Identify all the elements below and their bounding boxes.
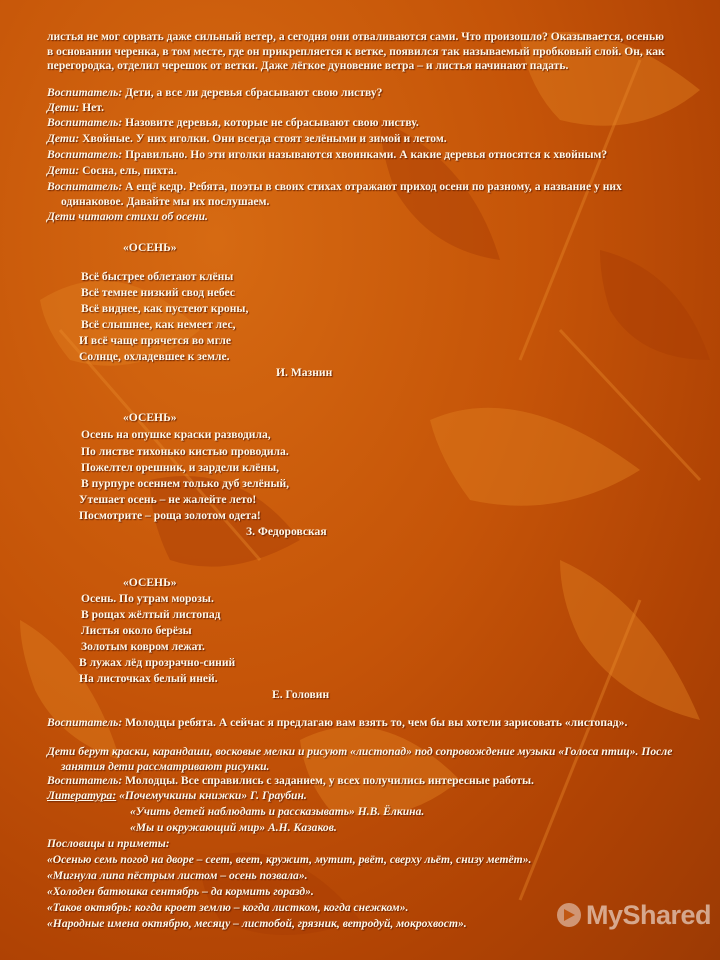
poem-1-line: Всё темнее низкий свод небес <box>81 286 235 299</box>
poem-2-line: Утешает осень – не жалейте лето! <box>79 493 257 506</box>
intro-paragraph: листья не мог сорвать даже сильный ветер, а сегодня они отваливаются сами. Что произошло? Оказывается, осенью в основании черенка, в том месте, где он прикрепляется к ветке, появился так называемый пробковый слой. Он, как перегородка, отделил черешок от ветки. Даже лёгкое дуновение ветра – и листья начинают падать. <box>47 30 665 73</box>
poem-3-line: В рощах жёлтый листопад <box>81 608 221 621</box>
poem-1-line: Всё быстрее облетают клёны <box>81 270 234 283</box>
poem-1-author: И. Мазнин <box>276 366 333 379</box>
poem-2-line: Посмотрите – роща золотом одета! <box>79 509 261 522</box>
poem-1-line: Солнце, охладевшее к земле. <box>79 350 230 363</box>
literature-item: «Мы и окружающий мир» А.Н. Казаков. <box>130 821 337 834</box>
myshared-watermark <box>556 899 712 935</box>
poem-2-line: Осень на опушке краски разводила, <box>81 428 271 441</box>
poem-2-author: З. Федоровская <box>246 525 327 538</box>
literature-item: «Учить детей наблюдать и рассказывать» Н.В. Ёлкина. <box>130 805 425 818</box>
poem-2-line: Пожелтел орешник, и зардели клёны, <box>81 461 280 474</box>
poem-2-title: «ОСЕНЬ» <box>123 411 177 424</box>
dialog-line-4: Дети: Хвойные. У них иголки. Они всегда стоят зелёными и зимой и летом. <box>47 132 447 145</box>
poem-1-line: И всё чаще прячется во мгле <box>79 334 232 347</box>
poem-1-title: «ОСЕНЬ» <box>123 241 177 254</box>
proverb-item: «Холоден батюшка сентябрь – да кормить горазд». <box>47 885 314 898</box>
poem-3-line: Листья около берёзы <box>81 624 192 637</box>
poem-3-line: На листочках белый иней. <box>79 672 218 685</box>
myshared-logo-icon <box>556 902 582 928</box>
poem-3-line: Золотым ковром лежат. <box>81 640 205 653</box>
dialog-line-1: Воспитатель: Дети, а все ли деревья сбрасывают свою листву? <box>47 86 383 99</box>
closing-teacher-1: Воспитатель: Молодцы ребята. А сейчас я предлагаю вам взять то, чем бы вы хотели зарисовать «листопад». <box>47 716 628 729</box>
dialog-line-2: Дети: Нет. <box>47 101 105 114</box>
literature-label: Литература: <box>47 789 117 802</box>
poem-2-line: В пурпуре осеннем только дуб зелёный, <box>81 477 290 490</box>
poem-3-line: В лужах лёд прозрачно-синий <box>79 656 236 669</box>
proverb-item: «Таков октябрь: когда кроет землю – когда листком, когда снежком». <box>47 901 409 914</box>
poem-3-title: «ОСЕНЬ» <box>123 576 177 589</box>
poem-2-line: По листве тихонько кистью проводила. <box>81 445 289 458</box>
dialog-line-6: Дети: Сосна, ель, пихта. <box>47 164 177 177</box>
closing-teacher-2: Воспитатель: Молодцы. Все справились с заданием, у всех получились интересные работы. <box>47 774 534 787</box>
dialog-line-3: Воспитатель: Назовите деревья, которые не сбрасывают свою листву. <box>47 116 419 129</box>
children-read-note: Дети читают стихи об осени. <box>47 210 208 223</box>
proverb-item: «Народные имена октябрю, месяцу – листобой, грязник, ветродуй, мокрохвост». <box>47 917 467 930</box>
children-draw-note: Дети берут краски, карандаши, восковые мелки и рисуют «листопад» под сопровождение музыки «Голоса птиц». После занятия дети рассматривают рисунки. <box>47 745 673 773</box>
proverb-item: «Осенью семь погод на дворе – сеет, веет, кружит, мутит, рвёт, сверху льёт, снизу метёт». <box>47 853 532 866</box>
dialog-line-5: Воспитатель: Правильно. Но эти иголки называются хвоинками. А какие деревья относятся к хвойным? <box>47 148 608 161</box>
dialog-line-7: Воспитатель: А ещё кедр. Ребята, поэты в своих стихах отражают приход осени по разному, а название у них одинаковое. Давайте мы их послушаем. <box>47 180 622 208</box>
poem-1-line: Всё слышнее, как немеет лес, <box>81 318 236 331</box>
literature-line: Литература: «Почемучкины книжки» Г. Граубин. <box>47 789 307 802</box>
poem-3-author: Е. Головин <box>272 688 330 701</box>
watermark-text: MyShared <box>586 900 712 930</box>
proverbs-label: Пословицы и приметы: <box>47 837 170 850</box>
poem-1-line: Всё виднее, как пустеют кроны, <box>81 302 249 315</box>
proverb-item: «Мигнула липа пёстрым листом – осень позвала». <box>47 869 308 882</box>
poem-3-line: Осень. По утрам морозы. <box>81 592 214 605</box>
